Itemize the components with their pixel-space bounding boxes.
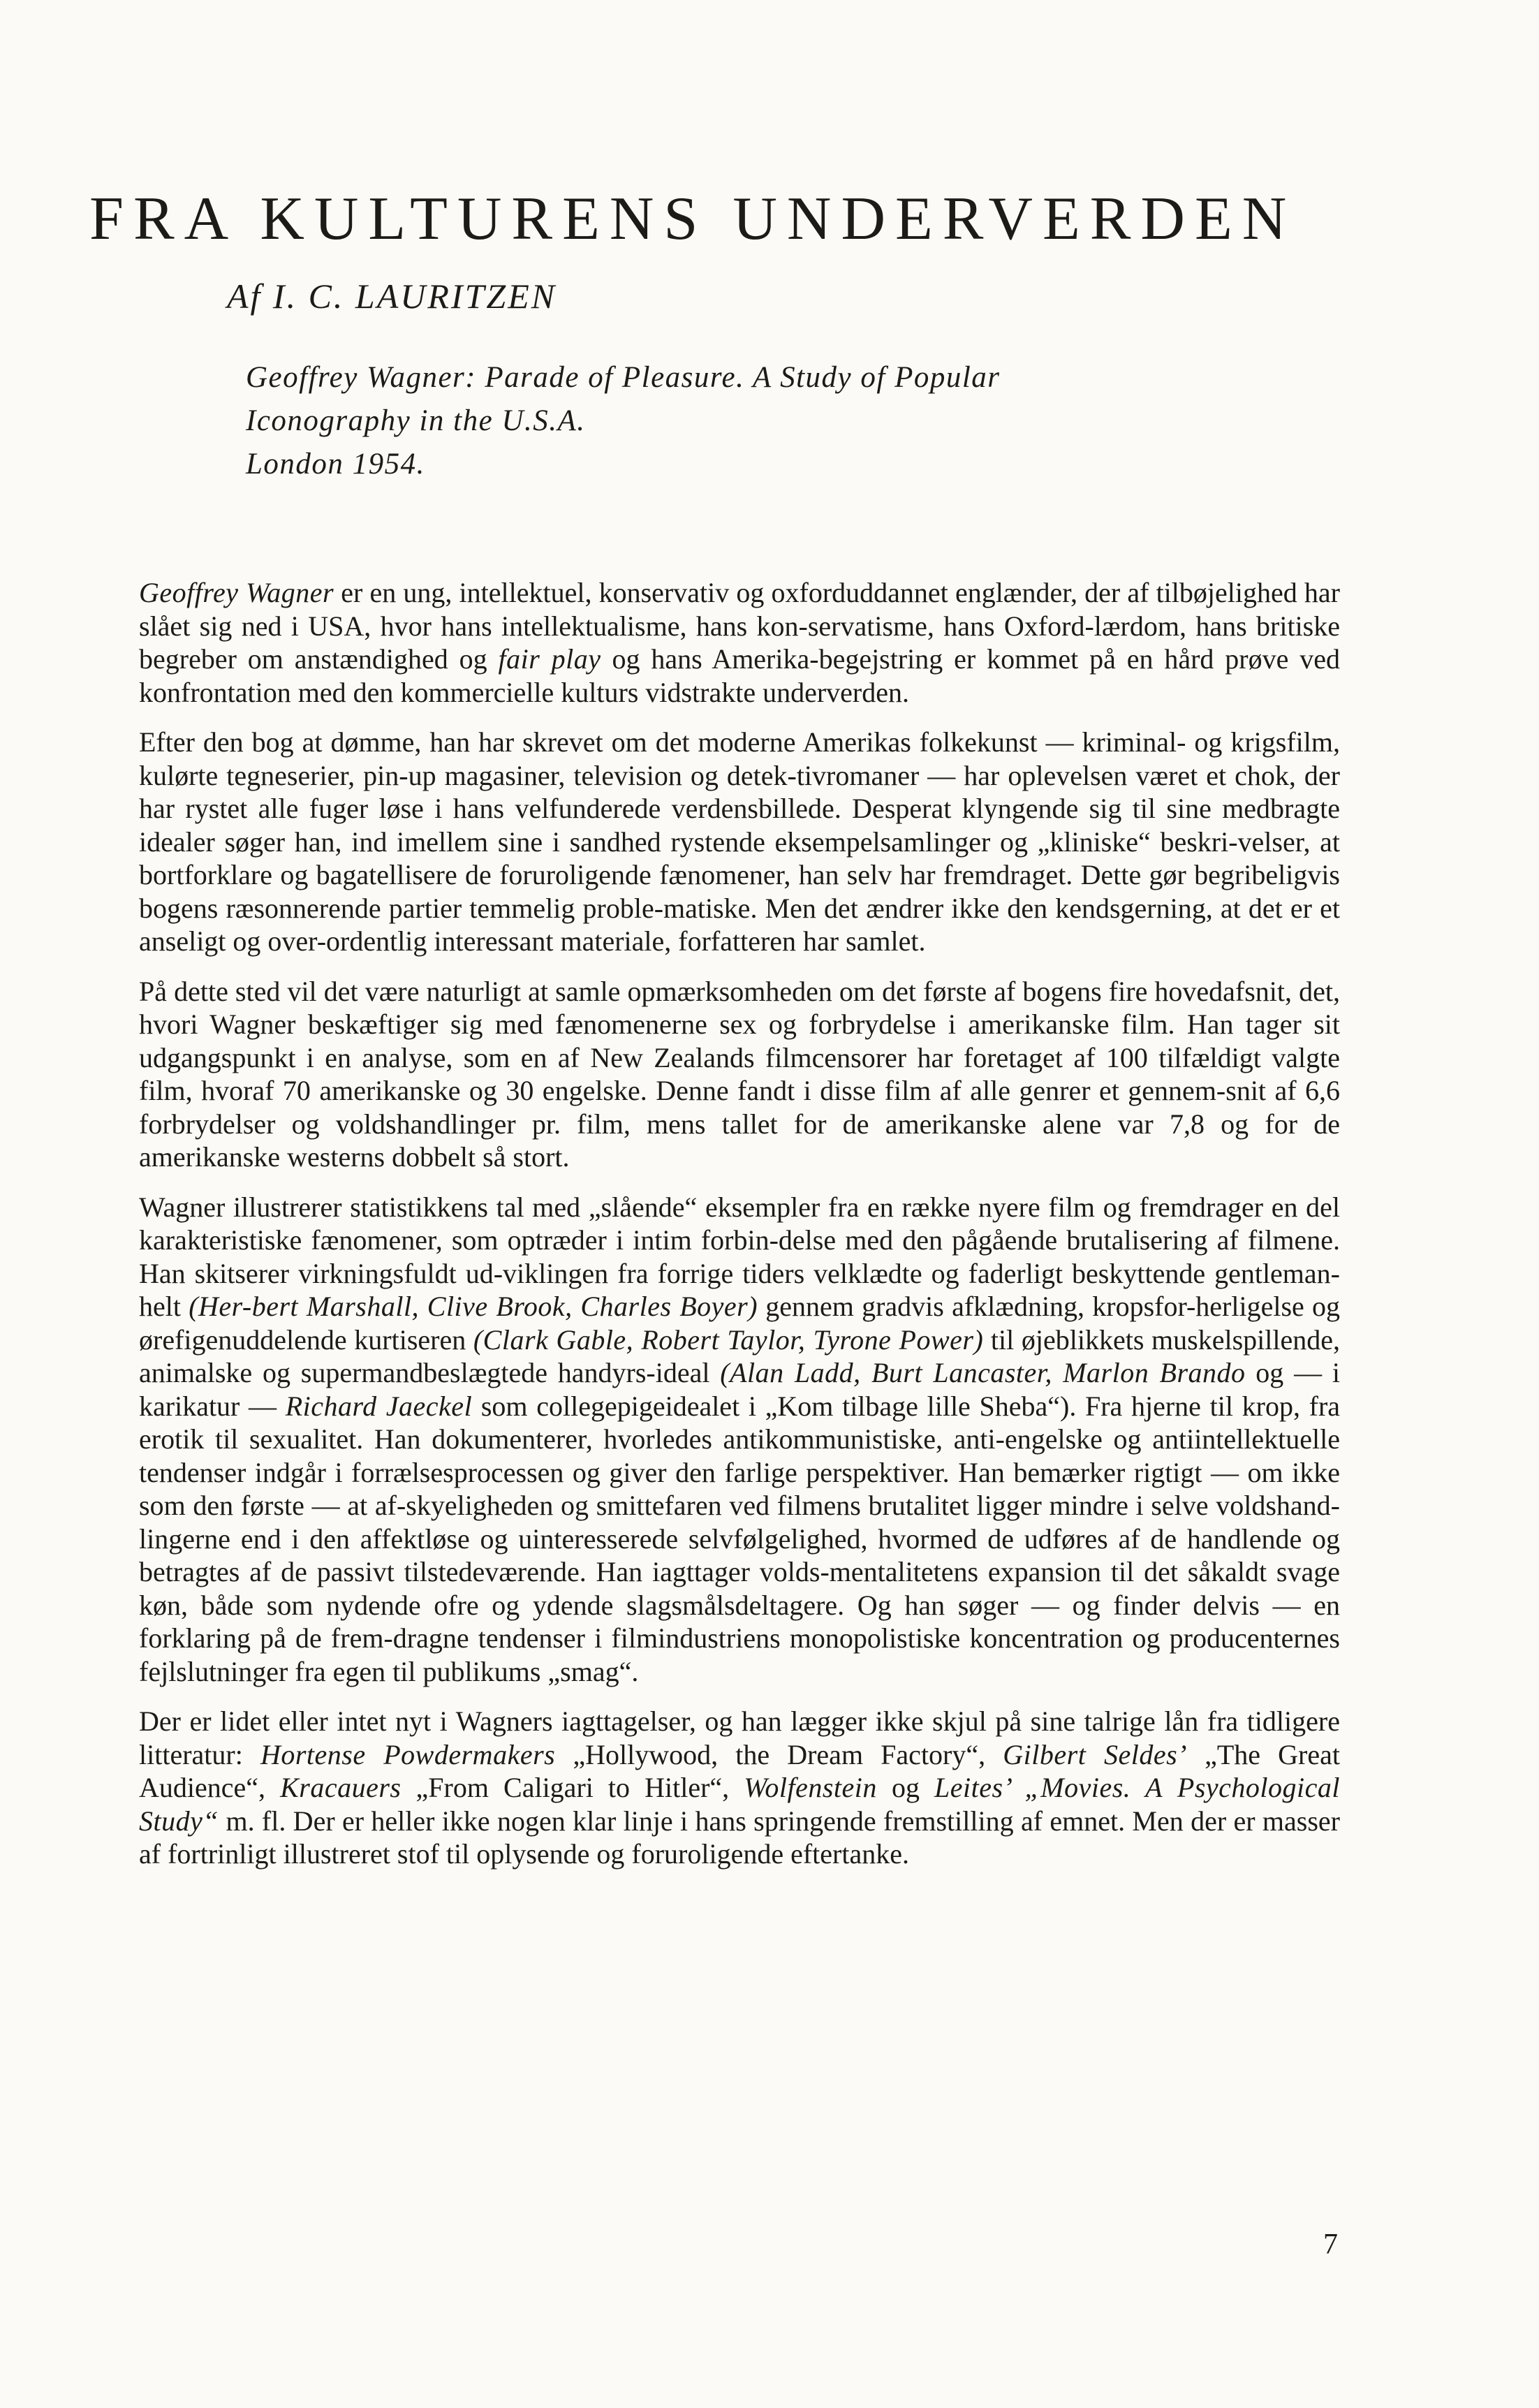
text-run: Wagner illustrerer statistikkens tal med „slående“ eksempler fra en række nyere film og fremdrager en del karakteristiske fænomener, som optræder i intim forbin-delse med den pågående brutalisering af filmene. Han skitserer virkningsfuldt ud-viklingen fra forrige tiders velklædte og faderligt beskyttende gentleman-helt	[139, 1191, 1340, 1322]
text-run: som collegepigeidealet i „Kom tilbage lille Sheba“). Fra hjerne til krop, fra erotik til sexualitet. Han dokumenterer, hvorledes antikommunistiske, anti-engelske og antiintellektuelle tendenser indgår i forrælsesprocessen og giver den farlige perspektiver. Han bemærker rigtigt — om ikke som den første — at af-skyeligheden og smittefaren ved filmens brutalitet ligger mindre i selve voldshand-lingerne end i den affektløse og uinteresserede selvfølgelighed, hvormed de udføres af de handlende og betragtes af de passivt tilstedeværende. Han iagttager volds-mentalitetens expansion til det såkaldt svage køn, både som nydende ofre og ydende slagsmålsdeltagere. Og han søger — og finder delvis — en forklaring på de frem-dragne tendenser i filmindustriens monopolistiske koncentration og producenternes fejlslutninger fra egen til publikums „smag“.	[139, 1390, 1341, 1687]
text-run: er en ung, intellektuel, konservativ og oxforduddannet englænder, der af tilbøjelighed har slået sig ned i USA, hvor hans intellektualisme, hans kon-servatisme, hans Oxford-lærdom, hans britiske begreber om anstændighed og	[139, 577, 1340, 675]
text-run: Efter den bog at dømme, han har skrevet om det moderne Amerikas folkekunst — kriminal- og krigsfilm, kulørte tegneserier, pin-up magasiner, television og detek-tivromaner — har oplevelsen været et chok, der har rystet alle fuger løse i hans velfunderede verdensbillede. Desperat klyngende sig til sine medbragte idealer søger han, ind imellem sine i sandhed rystende eksempelsamlinger og „kliniske“ beskri-velser, at bortforklare og bagatellisere de foruroligende fænomener, han selv har fremdraget. Dette gør begribeligvis bogens ræsonnerende partier temmelig proble-matiske. Men det ændrer ikke den kendsgerning, at det er et anseligt og over-ordentlig interessant materiale, forfatteren har samlet.	[139, 726, 1340, 957]
paragraph	[139, 975, 1340, 1174]
italic-run: Hortense Powdermakers	[260, 1738, 556, 1770]
text-run: „The Great Audience“,	[139, 1738, 1340, 1803]
text-run: og — i karikatur —	[139, 1357, 1340, 1422]
reference-line: Iconography in the U.S.A.	[246, 404, 586, 437]
italic-run: Gilbert Seldes’	[1003, 1738, 1187, 1770]
text-run: og hans Amerika-begejstring er kommet på en hård prøve ved konfrontation med den kommercielle kulturs vidstrakte underverden.	[139, 643, 1341, 708]
paragraph	[139, 726, 1340, 958]
reference-line: London 1954.	[246, 448, 425, 480]
italic-run: Wolfenstein	[744, 1772, 877, 1803]
italic-run: Kracauers	[280, 1772, 402, 1803]
text-run: til øjeblikkets muskelspillende, animalske og supermandbeslægtede handyrs-ideal	[139, 1323, 1341, 1388]
article-title: FRA KULTURENS UNDERVERDEN	[89, 185, 1297, 253]
page-number: 7	[1323, 2229, 1338, 2261]
text-run: „From Caligari to Hitler“,	[401, 1772, 744, 1803]
reference-line: Geoffrey Wagner: Parade of Pleasure. A Study of Popular	[246, 361, 1001, 394]
book-reference	[246, 356, 1223, 486]
article-body	[139, 576, 1340, 1888]
paragraph	[139, 576, 1340, 709]
italic-run: fair play	[498, 643, 601, 675]
italic-run: (Alan Ladd, Burt Lancaster, Marlon Brando	[720, 1357, 1246, 1388]
italic-run: (Clark Gable, Robert Taylor, Tyrone Power)	[473, 1323, 984, 1356]
paragraph	[139, 1705, 1340, 1871]
italic-run: (Her-bert Marshall, Clive Brook, Charles Boyer)	[189, 1291, 758, 1322]
text-run: og	[876, 1772, 935, 1803]
text-run: På dette sted vil det være naturligt at samle opmærksomheden om det første af bogens fire hovedafsnit, det, hvori Wagner beskæftiger sig med fænomenerne sex og forbrydelse i amerikanske film. Han tager sit udgangspunkt i en analyse, som en af New Zealands filmcensorer har foretaget af 100 tilfældigt valgte film, hvoraf 70 amerikanske og 30 engelske. Denne fandt i disse film af alle genrer et gennem-snit af 6,6 forbrydelser og voldshandlinger pr. film, mens tallet for de amerikanske alene var 7,8 og for de amerikanske westerns dobbelt så stort.	[139, 975, 1340, 1173]
text-run: gennem gradvis afklædning, kropsfor-herligelse og ørefigenuddelende kurtiseren	[139, 1291, 1340, 1356]
italic-run: Richard Jaeckel	[285, 1390, 473, 1422]
text-run: m. fl. Der er heller ikke nogen klar linje i hans springende fremstilling af emnet. Men der er masser af fortrinligt illustreret stof til oplysende og foruroligende eftertanke.	[139, 1805, 1340, 1870]
author-byline: Af I. C. LAURITZEN	[227, 277, 557, 316]
italic-run: Geoffrey Wagner	[139, 577, 334, 608]
paragraph	[139, 1191, 1340, 1689]
text-run: „Hollywood, the Dream Factory“,	[555, 1738, 1003, 1770]
text-run: Der er lidet eller intet nyt i Wagners iagttagelser, og han lægger ikke skjul på sine talrige lån fra tidligere litteratur:	[139, 1705, 1340, 1770]
italic-run: Leites’ „Movies. A Psychological Study“	[139, 1772, 1341, 1837]
